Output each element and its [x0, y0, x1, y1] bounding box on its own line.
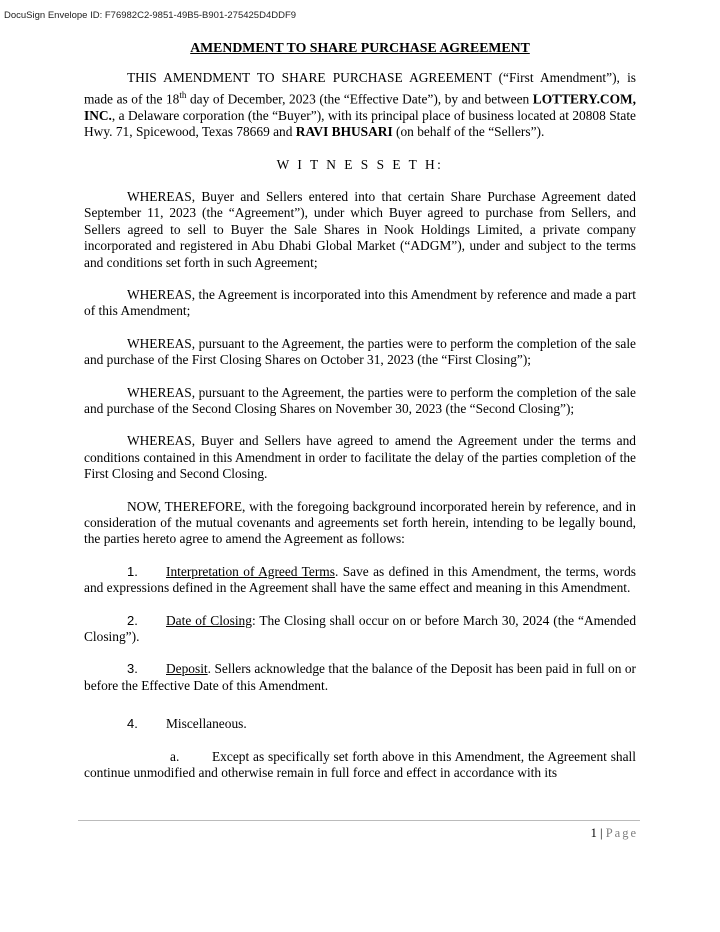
- section-separator: .: [334, 563, 343, 579]
- subsection-a: [84, 749, 636, 782]
- section-number: 1.: [127, 563, 138, 579]
- section-2: [84, 613, 636, 646]
- section-heading: Date of Closing: [166, 612, 252, 628]
- section-separator: :: [251, 612, 260, 628]
- whereas-clause-5: WHEREAS, Buyer and Sellers have agreed to amend the Agreement under the terms and conditions contained in this Amendment in order to facilitate the delay of the parties completion of the First Closing and Second Closing.: [84, 433, 636, 482]
- section-number: 3.: [127, 661, 138, 677]
- subsection-label: a.: [170, 748, 180, 764]
- section-heading: Deposit: [166, 661, 208, 677]
- intro-text-2: day of December, 2023 (the “Effective Date”), by and between: [186, 91, 533, 107]
- page-footer: [591, 826, 638, 841]
- section-text: Save as defined in this Amendment, the terms, words and expressions defined in the Agreement shall have the same effect and meaning in this Amendment.: [84, 563, 636, 596]
- section-text: The Closing shall occur on or before March 30, 2024 (the “Amended Closing”).: [84, 612, 637, 645]
- whereas-clause-2: WHEREAS, the Agreement is incorporated into this Amendment by reference and made a part of this Amendment;: [84, 286, 636, 319]
- intro-paragraph: [84, 70, 636, 140]
- page-separator: |: [596, 826, 606, 840]
- buyer-name: LOTTERY.COM, INC.: [84, 91, 636, 123]
- subsection-text: Except as specifically set forth above in this Amendment, the Agreement shall continue unmodified and otherwise remain in full force and effect in accordance with its: [84, 748, 636, 781]
- section-text: Miscellaneous.: [166, 716, 247, 732]
- section-text: Sellers acknowledge that the balance of the Deposit has been paid in full on or before the Effective Date of this Amendment.: [84, 661, 636, 693]
- whereas-clause-4: WHEREAS, pursuant to the Agreement, the parties were to perform the completion of the sale and purchase of the Second Closing Shares on November 30, 2023 (the “Second Closing”);: [84, 384, 636, 416]
- section-4: [84, 716, 636, 732]
- intro-superscript: th: [179, 89, 187, 100]
- intro-text-3: , a Delaware corporation (the “Buyer”), with its principal place of business located at 20808 State Hwy. 71, Spicewood, Texas 78669 and: [84, 107, 636, 140]
- page-number: 1: [590, 826, 597, 840]
- whereas-clause-1: WHEREAS, Buyer and Sellers entered into that certain Share Purchase Agreement dated September 11, 2023 (the “Agreement”), under which Buyer agreed to purchase from Sellers, and Sellers agreed to sell to Buyer the Sale Shares in Nook Holdings Limited, a private company incorporated and registered in Abu Dhabi Global Market (“ADGM”), under and subject to the terms and conditions set forth in such Agreement;: [84, 188, 636, 270]
- intro-text-1: THIS AMENDMENT TO SHARE PURCHASE AGREEMENT (“First Amendment”), is made as of the 18: [84, 70, 636, 107]
- page-label: Page: [605, 826, 638, 840]
- intro-text-4: (on behalf of the “Sellers”).: [392, 124, 545, 140]
- section-heading: Interpretation of Agreed Terms: [166, 563, 335, 579]
- witnesseth-heading: W I T N E S S E T H:: [276, 156, 444, 172]
- now-therefore-paragraph: NOW, THEREFORE, with the foregoing background incorporated herein by reference, and in consideration of the mutual covenants and agreements set forth herein, intending to be legally bound, the parties hereto agree to amend the Agreement as follows:: [84, 498, 636, 547]
- docusign-envelope-id: DocuSign Envelope ID: F76982C2-9851-49B5-B901-275425D4DDF9: [4, 10, 297, 21]
- whereas-clause-3: WHEREAS, pursuant to the Agreement, the parties were to perform the completion of the sale and purchase of the First Closing Shares on October 31, 2023 (the “First Closing”);: [84, 335, 636, 368]
- seller-name: RAVI BHUSARI: [295, 124, 393, 140]
- footer-divider: [78, 820, 640, 821]
- document-body: [84, 40, 636, 781]
- section-number: 4.: [127, 716, 138, 732]
- section-1: [84, 564, 636, 597]
- section-3: [84, 661, 636, 694]
- section-number: 2.: [127, 612, 138, 628]
- document-title: AMENDMENT TO SHARE PURCHASE AGREEMENT: [190, 40, 530, 55]
- section-separator: .: [207, 661, 215, 677]
